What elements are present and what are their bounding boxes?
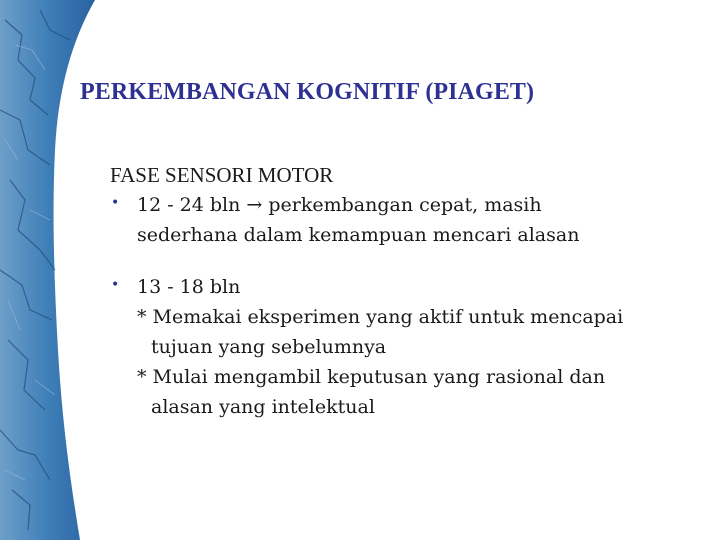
bullet-dot-icon: • [111, 195, 120, 211]
bullet-dot-icon: • [111, 277, 120, 293]
phase-heading: FASE SENSORI MOTOR [110, 163, 334, 187]
bullet-line: sederhana dalam kemampuan mencari alasan [137, 224, 580, 246]
bullet-item [110, 272, 700, 422]
sub-point-line: * Mulai mengambil keputusan yang rasional dan [137, 366, 606, 388]
sub-point-line: tujuan yang sebelumnya [151, 336, 387, 358]
sub-point-line: alasan yang intelektual [151, 396, 375, 418]
bullet-line: 12 - 24 bln → perkembangan cepat, masih [137, 194, 542, 216]
bullet-item [110, 190, 700, 250]
slide-title: PERKEMBANGAN KOGNITIF (PIAGET) [80, 79, 535, 105]
bullet-line: 13 - 18 bln [137, 276, 241, 298]
slide-body [110, 160, 700, 422]
sub-point-line: * Memakai eksperimen yang aktif untuk mencapai [137, 306, 624, 328]
